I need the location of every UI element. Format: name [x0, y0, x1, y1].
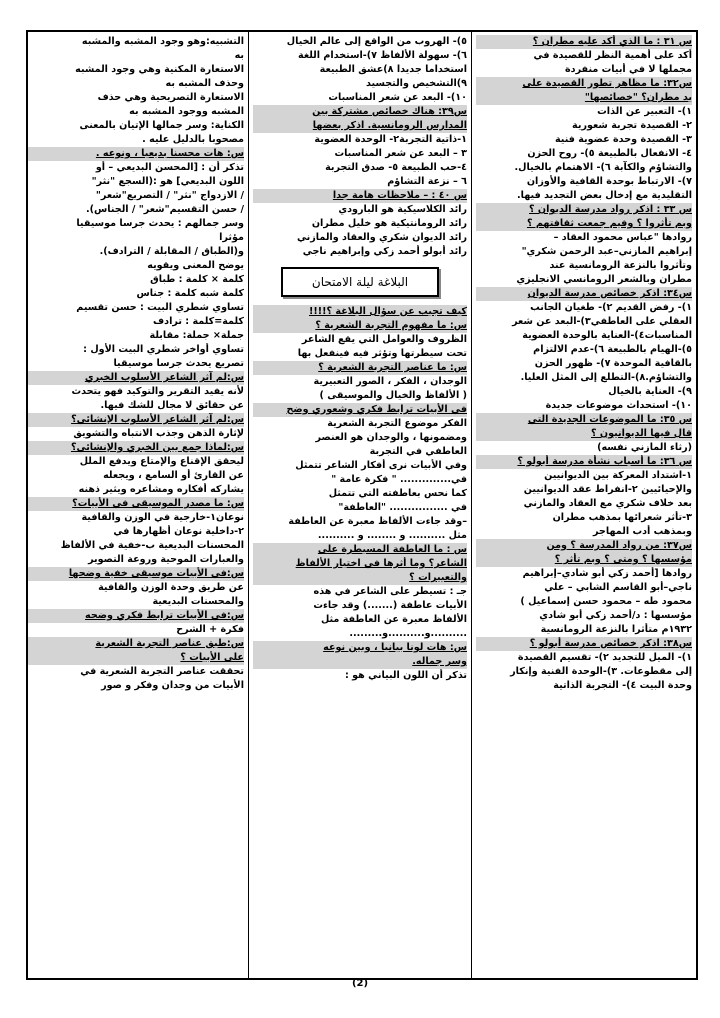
text-line: / الازدواج "نثر" / التصريع"شعر": [95, 190, 244, 201]
text-line: ومضمونها ، والوجدان هو العنصر: [315, 432, 467, 443]
text-line: رائد الديوان شكري والعقاد والمازني: [296, 232, 467, 243]
text-line: الأبيات عاطفة (.......) وقد جاءت: [313, 600, 467, 611]
text-line: و(الطباق / المقابلة / الترادف).: [99, 246, 244, 257]
question-line: يد مطران؟ "خصائصها": [476, 91, 692, 105]
text-line: ٢- القصيدة تجربة شعورية: [572, 120, 692, 131]
column-middle-bottom: [253, 305, 467, 683]
text-line: جـ : تسيطر على الشاعر في هذه: [313, 586, 467, 597]
text-line: التقليدية مع إدخال بعض التجديد فيها.: [516, 190, 692, 201]
text-line: والتشاؤم.٨)-التطلع إلى المثل العليا.: [520, 372, 692, 383]
text-line: روادها [أحمد زكي أبو شادي–إبراهيم: [522, 568, 692, 579]
question-line: س ٤٠ : – ملاحظات هامة جدا: [253, 189, 467, 203]
text-line: (رثاء المازني نفسه): [597, 442, 692, 453]
question-line: س: ما مصدر الموسيقى في الأبيات؟: [28, 497, 244, 511]
text-line: مثل .......... و ........ و ..........: [317, 530, 467, 541]
text-line: ١٠)- البعد عن شعر المناسبات: [328, 92, 467, 103]
column-middle: [248, 32, 472, 978]
text-line: المناسبات٤)-العناية بالوحدة العضوية: [522, 330, 692, 341]
text-line: لإثارة الذهن وجذب الانتباه والتشويق: [73, 428, 244, 439]
text-line: الأبيات من وجدان وفكر و صور: [101, 680, 244, 691]
text-line: في ................ "العاطفة": [338, 502, 467, 513]
text-line: روادها "عباس محمود العقاد –: [553, 232, 692, 243]
text-line: مؤثرا: [219, 232, 244, 243]
text-line: تساوي أواخر شطري البيت الأول :: [83, 344, 244, 355]
text-line: عن القارئ أو السامع ، ويجعله: [103, 470, 244, 481]
question-line: س ٣١ : ما الذي أكد عليه مطران ؟: [476, 35, 692, 49]
text-line: وبمذهب أدب المهاجر: [592, 526, 692, 537]
text-line: ١)- رفض القديم ٢)- طغيان الجانب: [530, 302, 692, 313]
text-line: الوجدان ، الفكر ، الصور التعبيرية: [313, 376, 467, 387]
text-line: كلمة × كلمة : طباق: [150, 274, 244, 285]
text-line: نوعان١-خارجية في الوزن والقافية: [81, 512, 244, 523]
text-line: ليحقق الإقناع والإمتاع ويدفع الملل: [79, 456, 244, 467]
page-number: (2): [351, 978, 369, 989]
text-line: ٤-حب الطبيعة ٥- صدق التجربة: [325, 162, 467, 173]
question-line: س٣٢: ما مظاهر تطور القصيدة على: [476, 77, 692, 91]
question-line: وسر جماله.: [253, 655, 467, 669]
text-line: ١)- الميل للتجديد ٢)- تقسيم القصيدة: [517, 652, 692, 663]
section-title-box: البلاغة ليلة الامتحان: [281, 267, 439, 297]
text-line: يوضح المعنى ويقويه: [147, 260, 244, 271]
text-line: مصحوبا بالدليل عليه .: [142, 134, 244, 145]
text-line: يشاركه أفكاره ومشاعره ويثير ذهنه: [78, 484, 244, 495]
text-line: ١)- التعبير عن الذات: [597, 106, 692, 117]
text-line: والإحيائيين ٢-انفراط عقد الديوانيين: [523, 484, 692, 495]
text-line: استخداما جديدا ٨)عشق الطبيعة: [319, 64, 467, 75]
text-line: وسر جمالهم : يحدث جرسا موسيقيا: [76, 218, 244, 229]
question-line: س٣٤: اذكر خصائص مدرسة الديوان: [476, 287, 692, 301]
text-line: لأنه يفيد التقرير والتوكيد فهو يتحدث: [71, 386, 244, 397]
text-line: رائد الرومانتيكية هو خليل مطران: [311, 218, 467, 229]
text-line: والعبارات الموحية وروعة التصوير: [88, 554, 244, 565]
question-line: س: هات محسنا بديعيا ، ونوعه .: [28, 147, 244, 161]
text-line: وحدة البيت ٤)- التجربة الذاتية: [553, 680, 692, 691]
text-line: الألفاظ معبرة عن العاطفة مثل: [320, 614, 467, 625]
question-line: س:في الأبيات ترابط فكري وضحه: [28, 609, 244, 623]
question-line: س : ما العاطفة المسيطرة على: [253, 543, 467, 557]
text-line: تذكر أن اللون البياني هو :: [344, 670, 467, 681]
text-line: به: [234, 50, 244, 61]
page-frame: [26, 30, 698, 980]
text-line: ٦)- سهولة الألفاظ ٧)-استخدام اللغة: [298, 50, 467, 61]
text-line: ١-اشتداد المعركة بين الديوانيين: [544, 470, 692, 481]
text-line: ٥)-الهيام بالطبيعة ٦)-عدم الالتزام: [533, 344, 692, 355]
question-line: كيف تجيب عن سؤال البلاغة ؟!!!!: [253, 305, 467, 319]
text-line: ١٩٣٢م متأثرا بالنزعة الرومانسية: [540, 624, 692, 635]
question-line: س:لماذا جمع بين الخبري والإنشائي؟: [28, 441, 244, 455]
text-line: الاستعارة التصريحية وهي حذف: [97, 92, 244, 103]
text-line: مؤسسها : د/أحمد زكي أبو شادي: [539, 610, 692, 621]
question-line: س: هات لونا بيانيا ، وبين نوعه: [253, 641, 467, 655]
text-line: محمود طه – محمود حسن إسماعيل ): [520, 596, 692, 607]
question-line: قال فيها الديوانيون ؟: [476, 427, 692, 441]
text-line: رائد أبولو أحمد زكي وإبراهيم ناجي: [302, 246, 467, 257]
question-line: س ٣٣ : اذكر رواد مدرسة الديوان ؟: [476, 203, 692, 217]
text-line: الكناية: وسر جمالها الإتيان بالمعنى: [79, 120, 244, 131]
text-line: ٩)- العناية بالخيال: [608, 386, 692, 397]
text-line: ٥)- الهروب من الواقع إلى عالم الخيال: [286, 36, 467, 47]
text-line: مجملها لا في أبيات منفردة: [565, 64, 692, 75]
question-line: س:في الأبيات موسيقى خفية وضحها: [28, 567, 244, 581]
text-line: ٢-داخلية نوعان أظهارها في: [113, 526, 244, 537]
text-line: العقلي على العاطفي٣)-البعد عن شعر: [512, 316, 692, 327]
text-line: كلمة شبه كلمة : جناس: [136, 288, 244, 299]
text-line: –وقد جاءت الألفاظ معبرة عن العاطفة: [288, 516, 467, 527]
question-line: والتعبيرات ؟: [253, 571, 467, 585]
text-line: والتشاؤم والكآبة ٦)- الاهتمام بالخيال.: [514, 162, 692, 173]
text-line: ٧)- الارتباط بوحدة القافية والأوزان: [526, 176, 692, 187]
text-line: مطران وبالشعر الرومانسي الانجليزي: [516, 274, 692, 285]
text-line: ..........و..........و.........: [349, 628, 467, 639]
text-line: فكرة + الشرح: [176, 624, 244, 635]
question-line: س٣٩: هناك خصائص مشتركة بين: [253, 105, 467, 119]
text-line: في.............. " فكرة عامة ": [331, 474, 467, 485]
text-line: كما نحس بعاطفته التي تتمثل: [328, 488, 467, 499]
text-line: ٣-تأثر شعرائها بمذهب مطران: [552, 512, 692, 523]
text-line: تصريع يحدث جرسا موسيقيا: [113, 358, 244, 369]
question-line: س:طبق عناصر التجربة الشعرية: [28, 637, 244, 651]
text-line: / حسن التقسيم"شعر" / الجناس).: [86, 204, 244, 215]
question-line: س٣٨: اذكر خصائص مدرسة أبولو ؟: [476, 637, 692, 651]
text-line: والمحسنات البديعية: [152, 596, 244, 607]
column-right: [472, 32, 696, 978]
column-middle-top: [253, 35, 467, 259]
text-line: التشبيه:وهو وجود المشبه والمشبه: [81, 36, 244, 47]
column-left: [24, 32, 248, 978]
text-line: الظروف والعوامل التي يقع الشاعر: [301, 334, 467, 345]
text-line: الاستعارة المكنية وهي وجود المشبه: [75, 64, 244, 75]
text-line: ٣ – البعد عن شعر المناسبات: [334, 148, 467, 159]
text-line: بعد خلاف شكري مع العقاد والمازني: [523, 498, 692, 509]
text-line: المحسنات البديعية ب-خفية في الألفاظ: [60, 540, 244, 551]
text-line: عن حقائق لا مجال للشك فيها.: [100, 400, 244, 411]
question-line: س ٣٥: ما الموضوعات الجديدة التي: [476, 413, 692, 427]
text-line: بالقافية الموحدة ٧)- ظهور الحزن: [534, 358, 692, 369]
text-line: تساوي شطري البيت : حسن تقسيم: [76, 302, 244, 313]
question-line: س: ما مفهوم التجربة الشعرية ؟: [253, 319, 467, 333]
question-line: وبم تأثروا ؟ وفيم جمعت ثقافتهم ؟: [476, 217, 692, 231]
text-line: ٤- الانفعال بالطبيعة ٥)- روح الحزن: [527, 148, 692, 159]
text-line: ٦ – نزعة التشاؤم: [387, 176, 467, 187]
text-line: إلى مقطوعات. ٣)-الوحدة الفنية وإنكار: [510, 666, 692, 677]
question-line: س: ما عناصر التجربة الشعرية ؟: [253, 361, 467, 375]
question-line: في الأبيات ترابط فكري وشعوري وضح: [253, 403, 467, 417]
question-line: س٣٧: من رواد المدرسة ؟ ومن: [476, 539, 692, 553]
text-line: وتأثروا بالنزعة الرومانسية عند: [549, 260, 692, 271]
text-line: ١-ذاتية التجربة٢- الوحدة العضوية: [314, 134, 467, 145]
text-line: إبراهيم المازني–عبد الرحمن شكري": [521, 246, 692, 257]
text-line: أكد على أهمية النظر للقصيدة في: [533, 50, 692, 61]
text-line: عن طريق وحدة الوزن والقافية: [98, 582, 244, 593]
question-line: المدارس الرومانسية. اذكر بعضها: [253, 119, 467, 133]
text-line: العاطفي في التجربة: [369, 446, 467, 457]
text-line: ١٠)- استحداث موضوعات جديدة: [545, 400, 692, 411]
text-line: ٣- القصيدة وحدة عضوية فنية: [554, 134, 692, 145]
question-line: الشاعر؟ وما أثرها في اختيار الألفاظ: [253, 557, 467, 571]
question-line: على الأبيات ؟: [28, 651, 244, 665]
text-line: كلمة=كلمة : ترادف: [153, 316, 244, 327]
text-line: تحت سيطرتها وتؤثر فيه فينفعل بها: [297, 348, 467, 359]
text-line: وفي الأبيات نرى أفكار الشاعر تتمثل: [295, 460, 467, 471]
text-line: المشبه ووجود المشبه به: [129, 106, 244, 117]
text-line: ٩)التشخيص والتجسيد: [366, 78, 467, 89]
text-line: ناجي–أبو القاسم الشابي – علي: [544, 582, 692, 593]
text-line: الفكر موضوع التجربة الشعرية: [327, 418, 467, 429]
question-line: س:لم آثر الشاعر الأسلوب الخبري: [28, 371, 244, 385]
text-line: تذكر أن : [المحسن البديعي – أو: [95, 162, 244, 173]
question-line: مؤسسها ؟ ومتى ؟ وبم تأثر ؟: [476, 553, 692, 567]
text-line: اللون البديعي] هو :(السجع "نثر": [91, 176, 244, 187]
question-line: س ٣٦: ما أسباب نشأة مدرسة أبولو ؟: [476, 455, 692, 469]
text-line: تحققت عناصر التجربة الشعرية في: [80, 666, 244, 677]
text-line: ( الألفاظ والخيال والموسيقى ): [319, 390, 467, 401]
text-line: رائد الكلاسيكية هو البارودي: [338, 204, 467, 215]
question-line: س:لم آثر الشاعر الأسلوب الإنشائي؟: [28, 413, 244, 427]
text-line: جملة× جملة: مقابلة: [149, 330, 244, 341]
text-line: وحذف المشبه به: [165, 78, 244, 89]
